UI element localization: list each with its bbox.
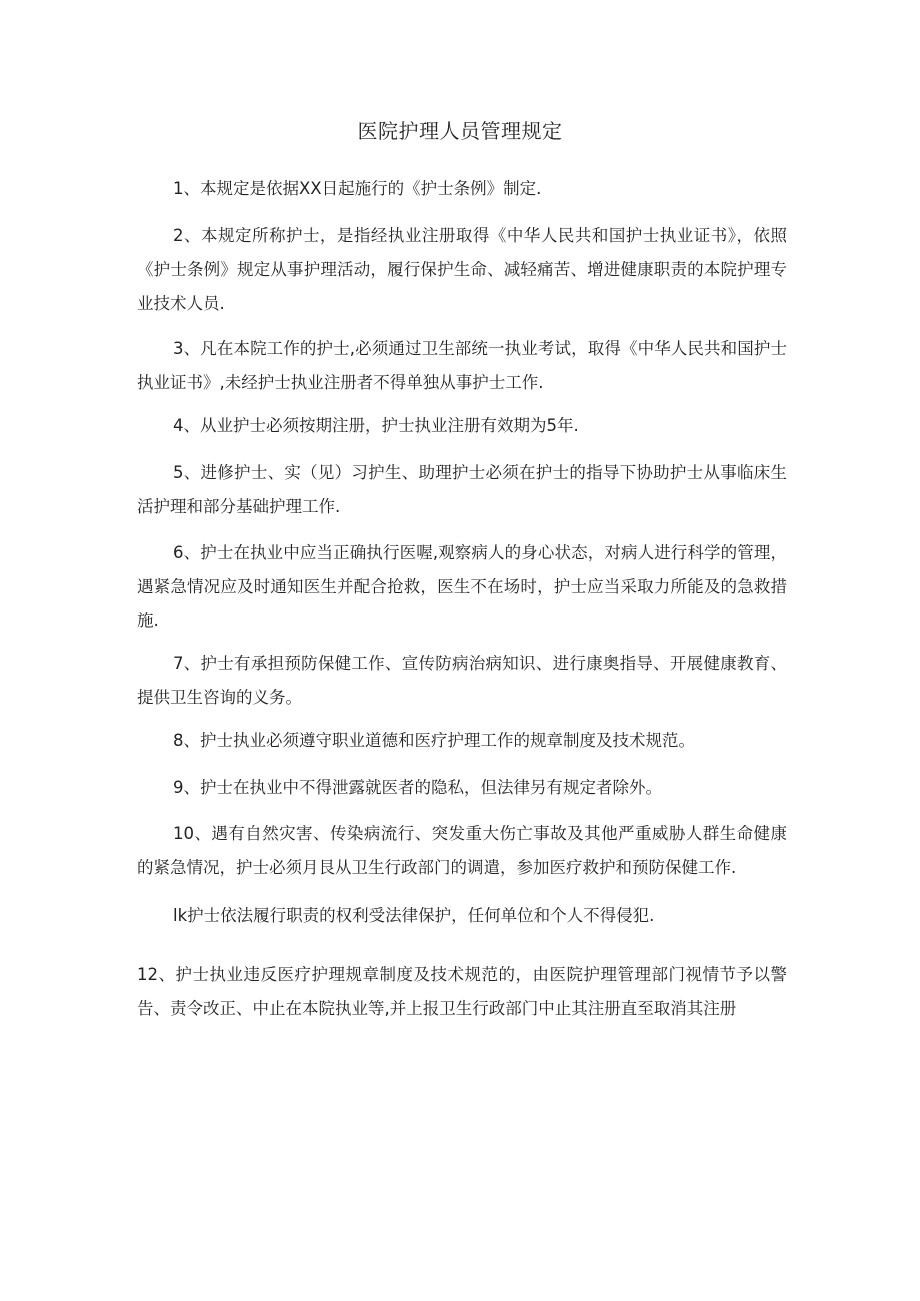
paragraph-11: lk护士依法履行职责的权利受法律保护，任何单位和个人不得侵犯. <box>173 906 655 925</box>
paragraph-12: 12、护士执业违反医疗护理规章制度及技术规范的，由医院护理管理部门视情节予以警告、责令改正、中止在本院执业等,并上报卫生行政部门中止其注册直至取消其注册 <box>137 965 787 1018</box>
paragraph-10: 10、遇有自然灾害、传染病流行、突发重大伤亡事故及其他严重威胁人群生命健康的紧急情况，护士必须月艮从卫生行政部门的调遣，参加医疗救护和预防保健工作. <box>137 824 787 877</box>
paragraph-8: 8、护士执业必须遵守职业道德和医疗护理工作的规章制度及技术规范。 <box>173 731 695 750</box>
paragraph-1: 1、本规定是依据XX日起施行的《护士条例》制定. <box>173 179 542 198</box>
paragraph-2: 2、本规定所称护士，是指经执业注册取得《中华人民共和国护士执业证书》，依照《护士条例》规定从事护理活动，履行保护生命、减轻痛苦、增进健康职责的本院护理专业技术人员. <box>137 226 787 313</box>
paragraph-6: 6、护士在执业中应当正确执行医喔,观察病人的身心状态，对病人进行科学的管理，遇紧急情况应及时通知医生并配合抢救，医生不在场时，护士应当采取力所能及的急救措施. <box>137 543 787 630</box>
paragraph-4: 4、从业护士必须按期注册，护士执业注册有效期为5年. <box>173 416 579 435</box>
document-title: 医院护理人员管理规定 <box>357 119 563 143</box>
paragraph-5: 5、进修护士、实（见）习护生、助理护士必须在护士的指导下协助护士从事临床生活护理和部分基础护理工作. <box>137 463 787 516</box>
paragraph-7: 7、护士有承担预防保健工作、宣传防病治病知识、进行康奥指导、开展健康教育、提供卫生咨询的义务。 <box>137 654 787 707</box>
paragraph-3: 3、凡在本院工作的护士,必须通过卫生部统一执业考试，取得《中华人民共和国护士执业证书》,未经护士执业注册者不得单独从事护士工作. <box>137 339 787 392</box>
paragraph-9: 9、护士在执业中不得泄露就医者的隐私，但法律另有规定者除外。 <box>173 778 662 797</box>
